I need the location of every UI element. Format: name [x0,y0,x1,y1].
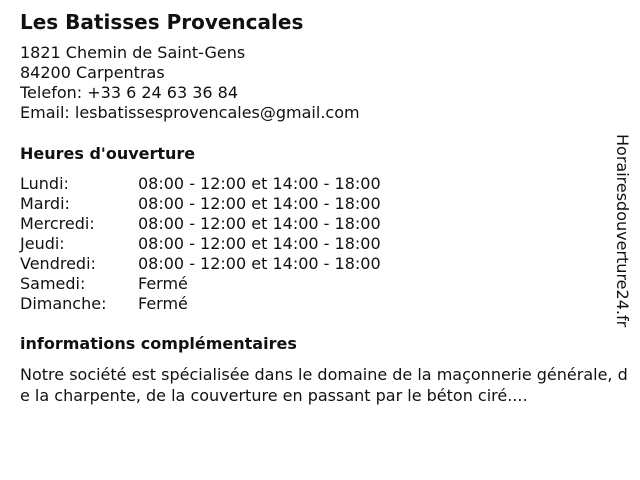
hours-heading: Heures d'ouverture [20,144,196,163]
hours-day: Samedi: [20,274,86,293]
hours-time: 08:00 - 12:00 et 14:00 - 18:00 [138,234,381,253]
hours-row [20,194,381,214]
hours-row [20,274,381,294]
address-city: 84200 Carpentras [20,63,165,82]
hours-row [20,234,381,254]
phone-line: Telefon: +33 6 24 63 36 84 [20,83,239,102]
hours-day: Lundi: [20,174,69,193]
business-name: Les Batisses Provencales [20,10,304,34]
hours-day: Jeudi: [20,234,65,253]
hours-day: Vendredi: [20,254,96,273]
address-street: 1821 Chemin de Saint-Gens [20,43,246,62]
hours-time: 08:00 - 12:00 et 14:00 - 18:00 [138,214,381,233]
hours-row [20,214,381,234]
address-block [20,43,360,123]
hours-table [20,174,381,314]
hours-day: Mercredi: [20,214,95,233]
hours-time: Fermé [138,294,188,313]
hours-row [20,294,381,314]
info-heading: informations complémentaires [20,334,297,353]
info-description: Notre société est spécialisée dans le domaine de la maçonnerie générale, de la charpente, de la couverture en passant par le béton ciré.... [20,365,628,405]
hours-time: 08:00 - 12:00 et 14:00 - 18:00 [138,254,381,273]
hours-day: Dimanche: [20,294,107,313]
hours-time: 08:00 - 12:00 et 14:00 - 18:00 [138,194,381,213]
hours-time: Fermé [138,274,188,293]
brand-watermark: Horairesdouverture24.fr [613,134,632,328]
hours-day: Mardi: [20,194,70,213]
hours-time: 08:00 - 12:00 et 14:00 - 18:00 [138,174,381,193]
hours-row [20,254,381,274]
hours-row [20,174,381,194]
email-line: Email: lesbatissesprovencales@gmail.com [20,103,360,122]
